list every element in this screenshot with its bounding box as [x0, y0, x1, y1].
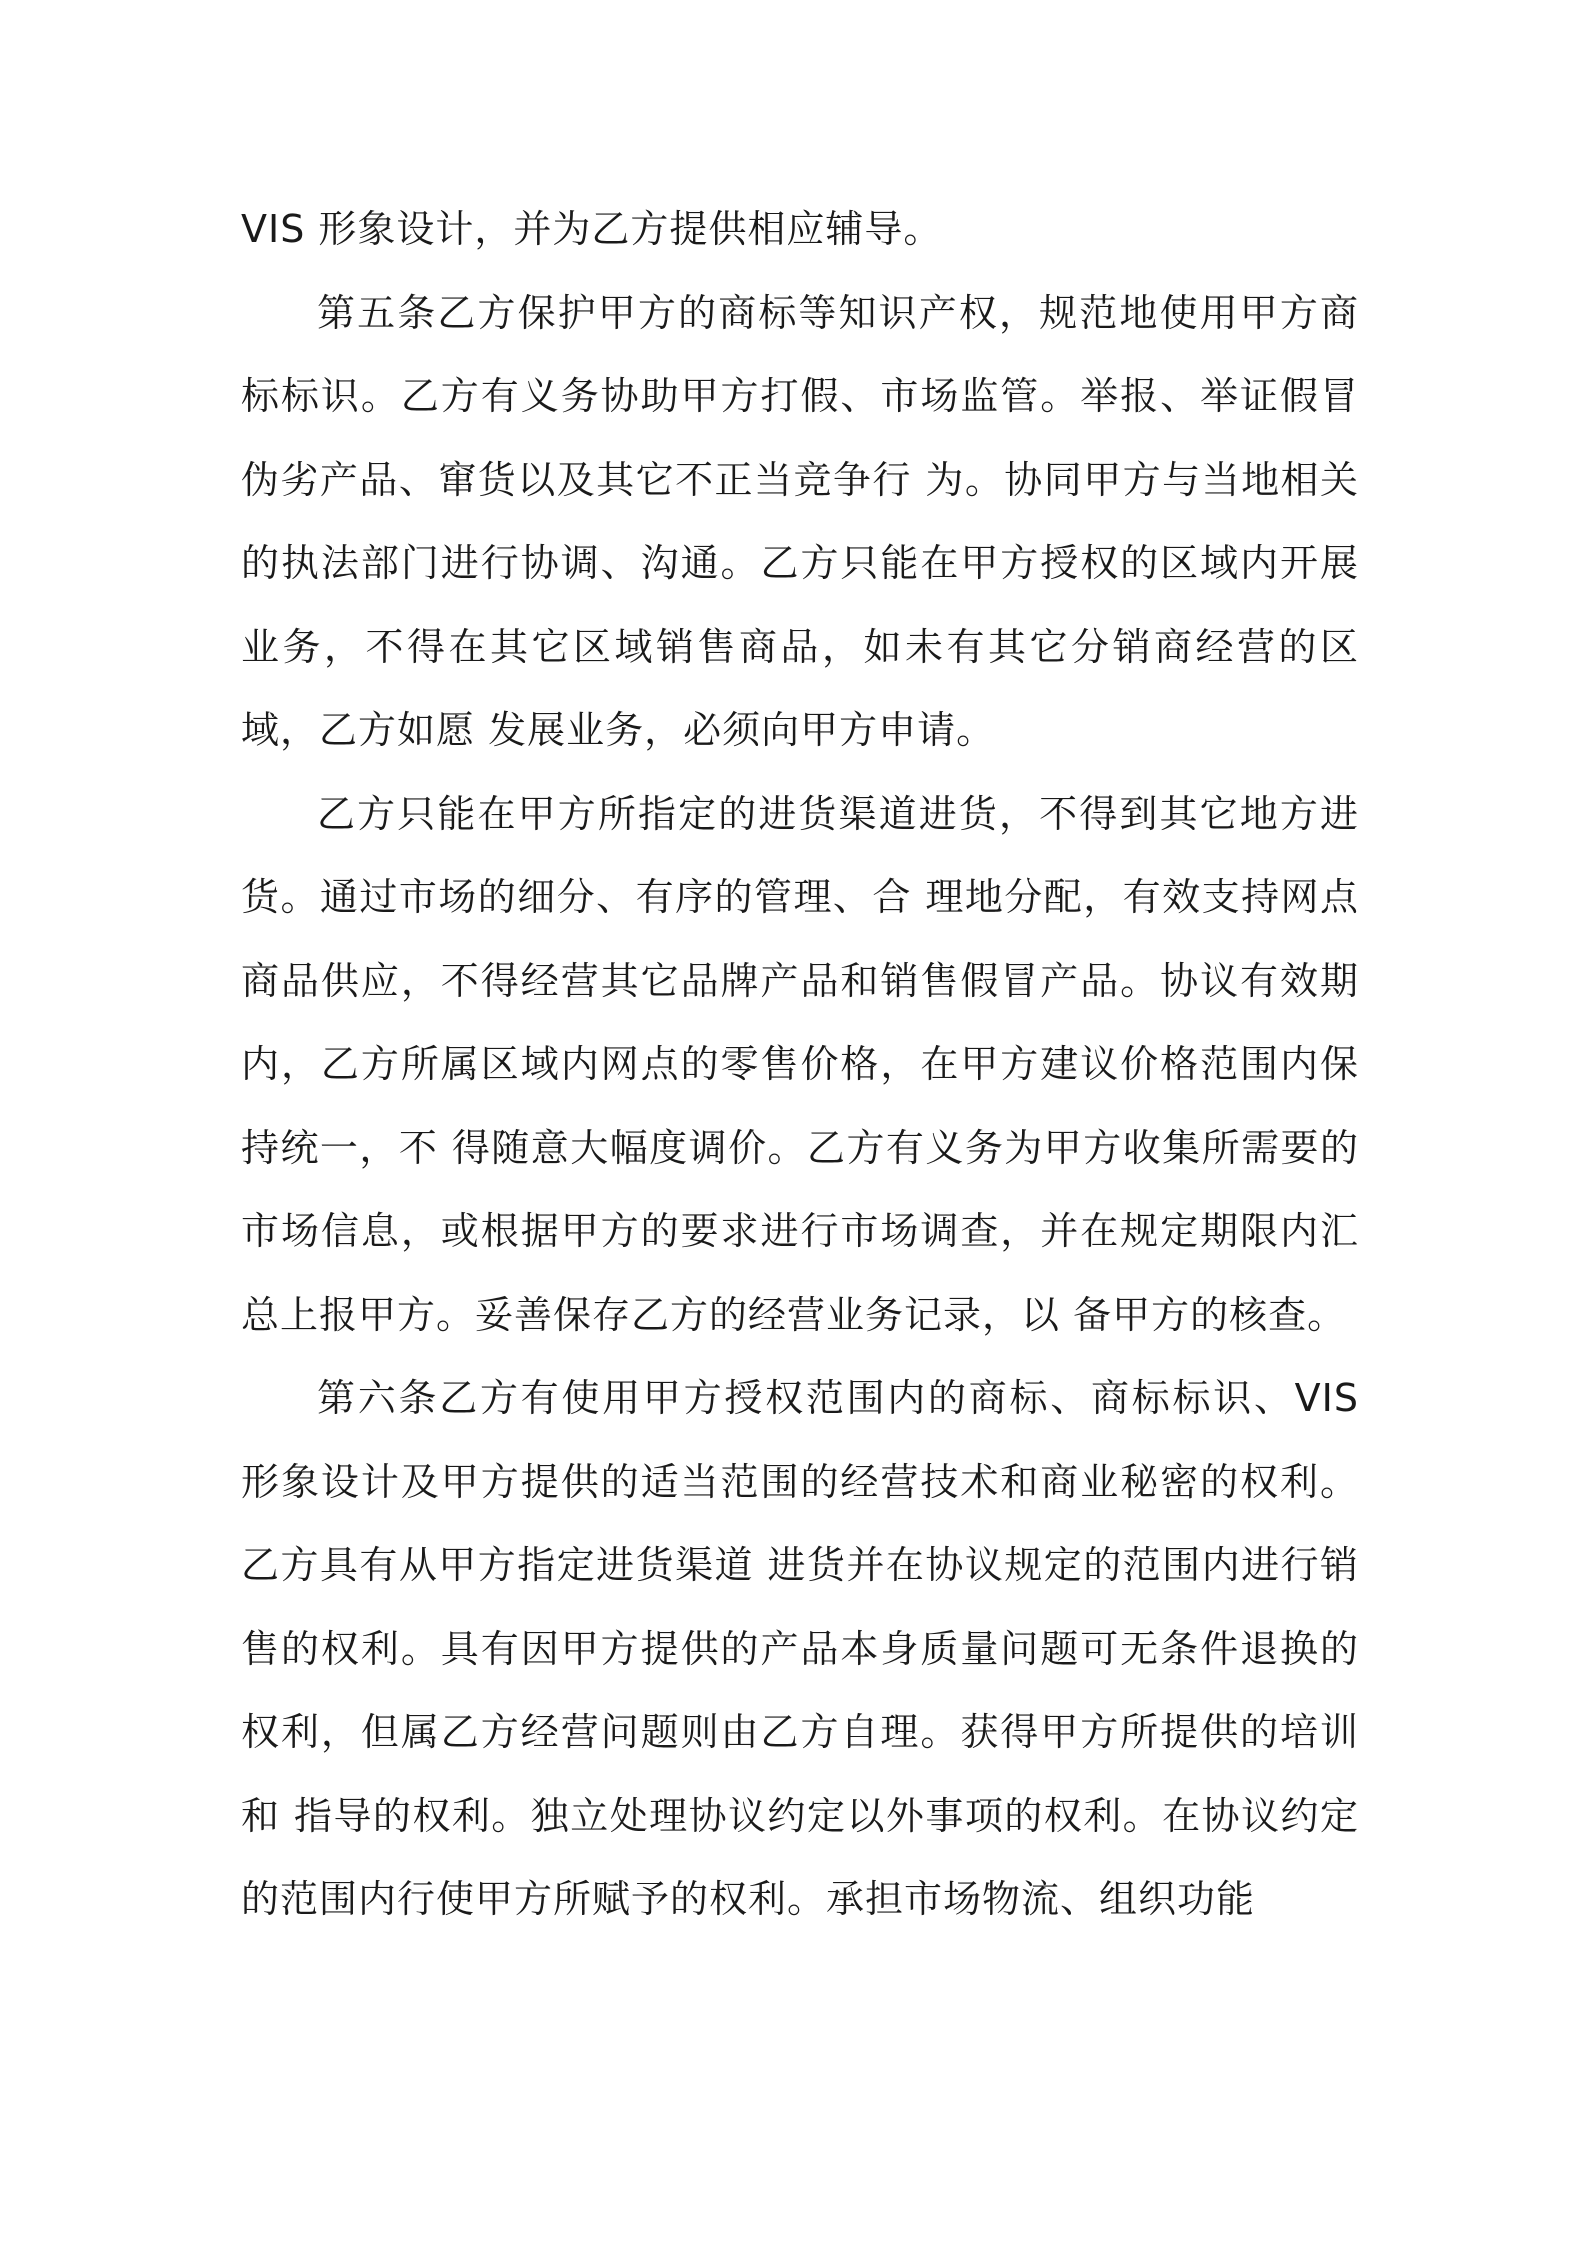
document-body	[241, 188, 1359, 1942]
paragraph-purchase-channel: 乙方只能在甲方所指定的进货渠道进货，不得到其它地方进货。通过市场的细分、有序的管理、合 理地分配，有效支持网点商品供应，不得经营其它品牌产品和销售假冒产品。协议有效期内，乙方所属区域内网点的零售价格，在甲方建议价格范围内保持统一，不 得随意大幅度调价。乙方有义务为甲方收集所需要的市场信息，或根据甲方的要求进行市场调查，并在规定期限内汇总上报甲方。妥善保存乙方的经营业务记录，以 备甲方的核查。	[241, 791, 1359, 1337]
paragraph-vis-design-continuation: VIS 形象设计，并为乙方提供相应辅导。	[241, 207, 943, 251]
paragraph-article-6: 第六条乙方有使用甲方授权范围内的商标、商标标识、VIS 形象设计及甲方提供的适当范围的经营技术和商业秘密的权利。乙方具有从甲方指定进货渠道 进货并在协议规定的范围内进行销售的权利。具有因甲方提供的产品本身质量问题可无条件退换的权利，但属乙方经营问题则由乙方自理。获得甲方所提供的培训和 指导的权利。独立处理协议约定以外事项的权利。在协议约定的范围内行使甲方所赋予的权利。承担市场物流、组织功能	[241, 1376, 1359, 1921]
paragraph-article-5: 第五条乙方保护甲方的商标等知识产权，规范地使用甲方商标标识。乙方有义务协助甲方打假、市场监管。举报、举证假冒伪劣产品、窜货以及其它不正当竞争行 为。协同甲方与当地相关的执法部门进行协调、沟通。乙方只能在甲方授权的区域内开展业务，不得在其它区域销售商品，如未有其它分销商经营的区域，乙方如愿 发展业务，必须向甲方申请。	[241, 290, 1359, 752]
